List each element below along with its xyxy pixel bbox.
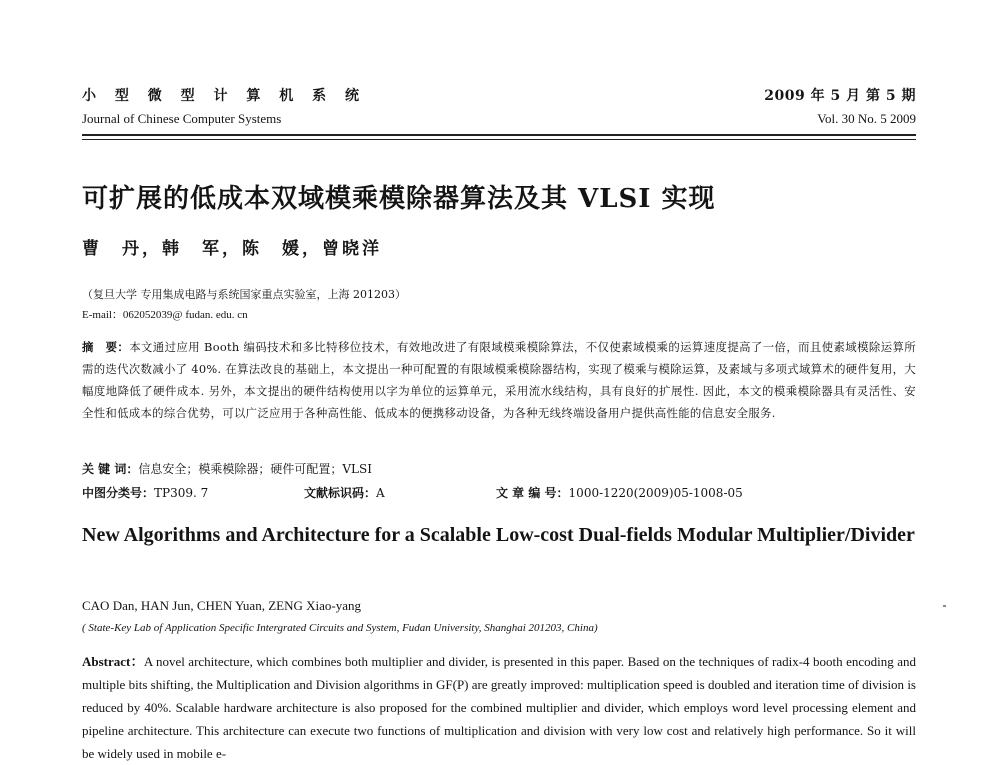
- header-rule-thin: [82, 139, 916, 140]
- abstract-en-text: A novel architecture, which combines both multiplier and divider, is presented in this paper. Based on the techniques of radix-4 booth encoding and multiple bits shifting, the Multiplication and Division algorithms in GF(P) are greatly improved: multiplication speed is doubled and iteration time of division is reduced by 40%. Scalable hardware architecture is also proposed for the combined multiplier and divider, which employs word level processing element and pipeline architecture. This architecture can execute two functions of multiplication and division with very low cost and relatively high performance. So it will be widely used in mobile e-: [82, 654, 916, 761]
- journal-name-cn: 小 型 微 型 计 算 机 系 统: [82, 88, 366, 104]
- abstract-cn-text: 本文通过应用 Booth 编码技术和多比特移位技术，有效地改进了有限域模乘模除算法，不仅使素域模乘的运算速度提高了一倍，而且使素域模除运算所需的迭代次数减小了 40%. 在算法改良的基础上，本文提出一种可配置的有限域模乘模除器结构，实现了模乘与模除运算，及素域与多项式域算术的硬件复用，大幅度地降低了硬件成本. 另外，本文提出的硬件结构使用以字为单位的运算单元，采用流水线结构，具有良好的扩展性. 因此，本文的模乘模除器具有灵活性、安全性和低成本的综合优势，可以广泛应用于各种高性能、低成本的便携移动设备，为各种无线终端设备用户提供高性能的信息安全服务.: [82, 340, 916, 420]
- authors-en: CAO Dan, HAN Jun, CHEN Yuan, ZENG Xiao-yang: [82, 598, 361, 613]
- doc-code-value: A: [376, 486, 385, 500]
- clc-label: 中图分类号：: [82, 486, 155, 500]
- keywords-text: 信息安全；模乘模除器；硬件可配置；VLSI: [138, 462, 372, 476]
- clc-value: TP309. 7: [154, 486, 209, 500]
- paper-title-en: New Algorithms and Architecture for a Scalable Low-cost Dual-fields Modular Multiplier/Divider: [82, 524, 915, 546]
- header-rule-thick: [82, 134, 916, 136]
- paper-title-cn: 可扩展的低成本双域模乘模除器算法及其 VLSI 实现: [82, 184, 716, 214]
- journal-name-en: Journal of Chinese Computer Systems: [82, 111, 282, 126]
- journal-name-block: [82, 86, 366, 129]
- doc-code-label: 文献标识码：: [304, 486, 377, 500]
- affiliation-cn: （复旦大学 专用集成电路与系统国家重点实验室，上海 201203）: [82, 288, 406, 301]
- article-no-cell: [496, 484, 743, 501]
- issue-block: [764, 86, 916, 129]
- issue-date-cn: 2009 年 5 月 第 5 期: [764, 88, 916, 104]
- author-email: E-mail：062052039@ fudan. edu. cn: [82, 309, 248, 321]
- abstract-cn: [82, 336, 916, 424]
- authors-cn: 曹 丹，韩 军，陈 媛，曾晓洋: [82, 239, 382, 259]
- doc-code-cell: [304, 484, 385, 501]
- paper-page: [82, 0, 916, 760]
- keywords-cn: [82, 460, 372, 477]
- classification-row: [82, 484, 916, 506]
- abstract-en: [82, 650, 916, 765]
- affiliation-en: ( State-Key Lab of Application Specific Intergrated Circuits and System, Fudan University, Shanghai 201203, China): [82, 622, 598, 634]
- abstract-en-label: Abstract：: [82, 654, 144, 669]
- article-no-label: 文 章 编 号：: [496, 486, 569, 500]
- article-no-value: 1000-1220(2009)05-1008-05: [568, 486, 743, 500]
- issue-volume-en: Vol. 30 No. 5 2009: [817, 111, 916, 126]
- abstract-cn-label: 摘 要：: [82, 340, 130, 354]
- scan-speck: [943, 605, 946, 607]
- clc-cell: [82, 484, 208, 501]
- keywords-label: 关 键 词：: [82, 462, 139, 476]
